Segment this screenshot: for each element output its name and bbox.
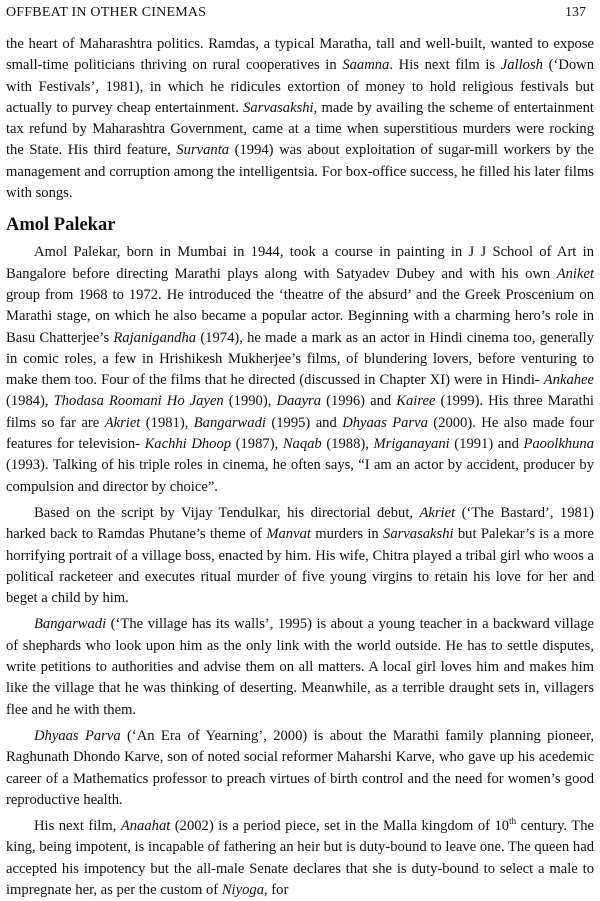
section-heading: Amol Palekar (6, 215, 116, 236)
paragraph-akriet: Based on the script by Vijay Tendulkar, his directorial debut, Akriet (‘The Bastard’, 1981) harked back to Ramdas Phutane’s theme of Manvat murders in Sarvasakshi but Palekar’s is a more horrifying portrait of a village boss, enacted by him. His wife, Chitra played a tribal girl who woos a political racketeer and executes ritual murder of five young virgins to retain his love for her and beget a child by him. (6, 504, 594, 607)
page-number: 137 (565, 5, 586, 20)
paragraph-anaahat: His next film, Anaahat (2002) is a period piece, set in the Malla kingdom of 10th century. The king, being impotent, is incapable of fathering an heir but is duty-bound to leave one. The queen had accepted his impotency but the all-male Senate declares that she is duty-bound to select a male to impregnate her, as per the custom of Niyoga, for (6, 816, 594, 898)
running-title: OFFBEAT IN OTHER CINEMAS (6, 5, 207, 20)
paragraph-ramdas-films: the heart of Maharashtra politics. Ramdas, a typical Maratha, tall and well-built, wanted to expose small-time politicians thriving on rural cooperatives in Saamna. His next film is Jallosh (‘Down with Festivals’, 1981), in which he ridicules extortion of money to hold religious festivals but actually to purvey cheap entertainment. Sarvasakshi, made by availing the scheme of entertainment tax refund by Maharashtra Government, came at a time when superstitious murders were rocking the State. His third feature, Survanta (1994) was about exploitation of sugar-mill workers by the management and corruption among the intelligentsia. For box-office success, he filled his later films with songs. (6, 36, 594, 202)
running-head (6, 4, 594, 34)
paragraph-bangarwadi: Bangarwadi (‘The village has its walls’, 1995) is about a young teacher in a backward village of shephards who look upon him as the only link with the world outside. He has to settle disputes, write petitions to authorities and advise them on all matters. A local girl loves him and makes him like the village that he was thinking of deserting. Meanwhile, as a terrible draught sets in, villagers flee and he with them. (6, 616, 594, 718)
paragraph-dhyaas-parva: Dhyaas Parva (‘An Era of Yearning’, 2000) is about the Marathi family planning pioneer, Raghunath Dhondo Karve, son of noted social reformer Maharshi Karve, who gave up his acedemic career of a Mathematics professor to preach virtues of birth control and the need for women’s good reproductive health. (6, 727, 594, 808)
paragraph-palekar-bio: Amol Palekar, born in Mumbai in 1944, took a course in painting in J J School of Art in Bangalore before directing Marathi plays along with Satyadev Dubey and with his own Aniket group from 1968 to 1972. He introduced the ‘theatre of the absurd’ and the Greek Proscenium on Marathi stage, on which he also became a popular actor. Beginning with a charming hero’s role in Basu Chatterjee’s Rajanigandha (1974), he made a mark as an actor in Hindi cinema too, generally in comic roles, a few in Hrishikesh Mukherjee’s films, of blundering lovers, before venturing to make them too. Four of the films that he directed (discussed in Chapter XI) were in Hindi- Ankahee (1984), Thodasa Roomani Ho Jayen (1990), Daayra (1996) and Kairee (1999). His three Marathi films so far are Akriet (1981), Bangarwadi (1995) and Dhyaas Parva (2000). He also made four features for television- Kachhi Dhoop (1987), Naqab (1988), Mriganayani (1991) and Paoolkhuna (1993). Talking of his triple roles in cinema, he often says, “I am an actor by accident, producer by compulsion and director by choice”. (6, 244, 594, 495)
